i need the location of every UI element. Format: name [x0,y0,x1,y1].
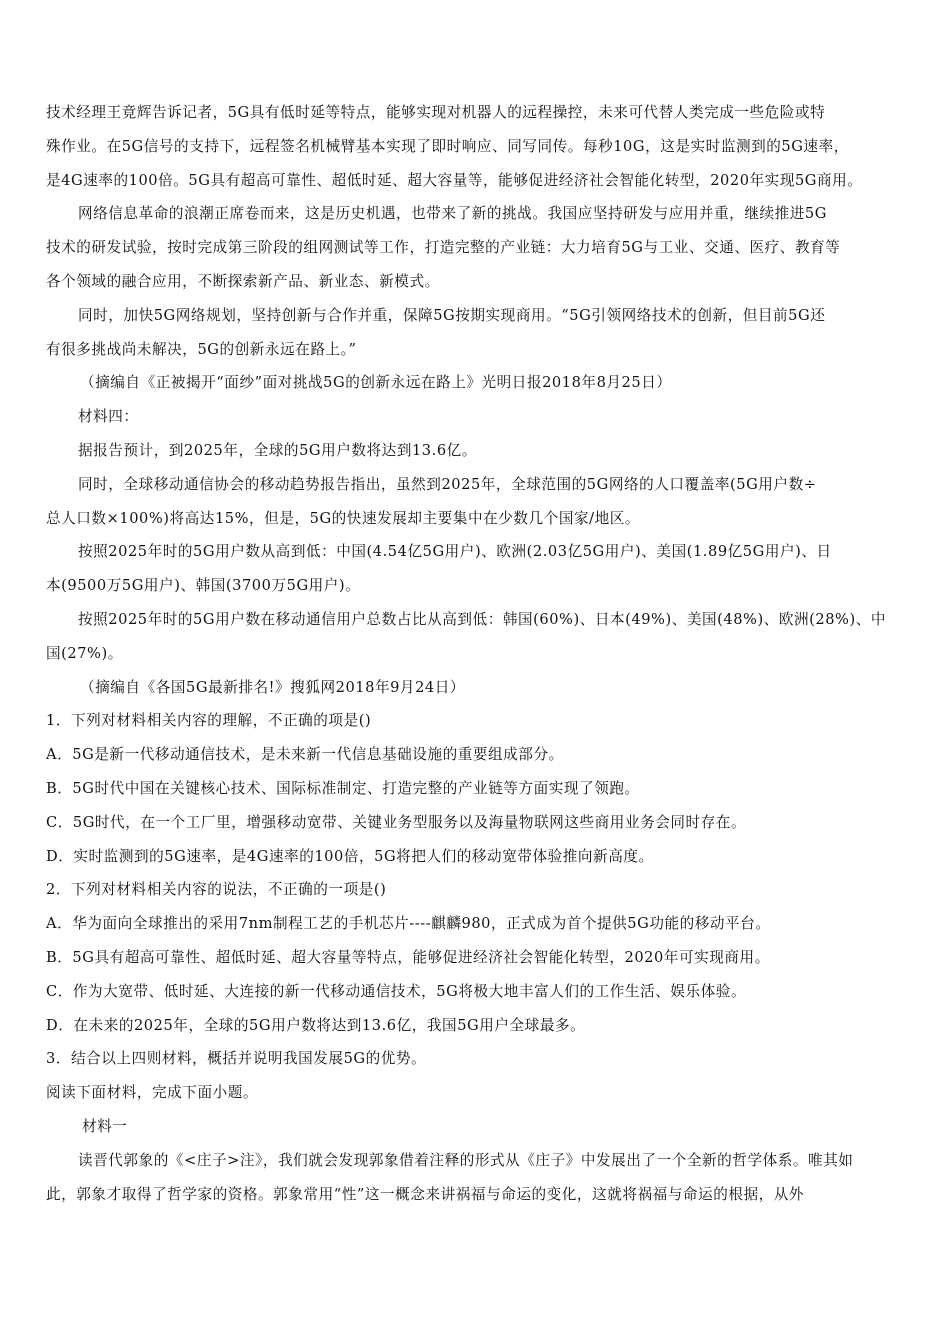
question-1: 1．下列对材料相关内容的理解，不正确的项是() [46,712,372,730]
paragraph-line: 各个领域的融合应用，不断探索新产品、新业态、新模式。 [46,272,440,290]
paragraph-line: 据报告预计，到2025年，全球的5G用户数将达到13.6亿。 [78,441,477,459]
paragraph-line: 读晋代郭象的《<庄子>注》，我们就会发现郭象借着注释的形式从《庄子》中发展出了一个全新的哲学体系。唯其如 [78,1151,854,1169]
paragraph-line: 技术的研发试验，按时完成第三阶段的组网测试等工作，打造完整的产业链：大力培育5G与工业、交通、医疗、教育等 [46,239,841,257]
question-1-option-b: B．5G时代中国在关键核心技术、国际标准制定、打造完整的产业链等方面实现了领跑。 [46,779,640,797]
paragraph-line: 总人口数×100%)将高达15%，但是，5G的快速发展却主要集中在少数几个国家/地区。 [46,509,640,527]
material-heading: 材料一 [82,1117,128,1135]
question-2: 2．下列对材料相关内容的说法，不正确的一项是() [46,881,387,899]
paragraph-line: 按照2025年时的5G用户数从高到低：中国(4.54亿5G用户)、欧洲(2.03亿5G用户)、美国(1.89亿5G用户)、日 [78,543,832,561]
question-2-option-d: D．在未来的2025年，全球的5G用户数将达到13.6亿，我国5G用户全球最多。 [46,1016,586,1034]
paragraph-line: 是4G速率的100倍。5G具有超高可靠性、超低时延、超大容量等，能够促进经济社会智能化转型，2020年实现5G商用。 [46,171,863,189]
question-2-option-c: C．作为大宽带、低时延、大连接的新一代移动通信技术，5G将极大地丰富人们的工作生活、娱乐体验。 [46,982,747,1000]
source-citation: （摘编自《各国5G最新排名!》搜狐网2018年9月24日） [80,678,466,696]
reading-instruction: 阅读下面材料，完成下面小题。 [46,1084,259,1102]
question-1-option-d: D．实时监测到的5G速率，是4G速率的100倍，5G将把人们的移动宽带体验推向新高度。 [46,847,654,865]
question-3: 3．结合以上四则材料，概括并说明我国发展5G的优势。 [46,1050,427,1068]
paragraph-line: 按照2025年时的5G用户数在移动通信用户总数占比从高到低：韩国(60%)、日本(49%)、美国(48%)、欧洲(28%)、中 [78,610,887,628]
question-2-option-b: B．5G具有超高可靠性、超低时延、超大容量等特点，能够促进经济社会智能化转型，2020年可实现商用。 [46,948,770,966]
paragraph-line: 殊作业。在5G信号的支持下，远程签名机械臂基本实现了即时响应、同写同传。每秒10G，这是实时监测到的5G速率， [46,137,849,155]
paragraph-line: 网络信息革命的浪潮正席卷而来，这是历史机遇，也带来了新的挑战。我国应坚持研发与应用并重，继续推进5G [78,205,827,223]
paragraph-line: 同时，加快5G网络规划，坚持创新与合作并重，保障5G按期实现商用。“5G引领网络技术的创新，但目前5G还 [78,306,826,324]
paragraph-line: 技术经理王竟辉告诉记者，5G具有低时延等特点，能够实现对机器人的远程操控，未来可代替人类完成一些危险或特 [46,104,826,121]
paragraph-line: 国(27%)。 [46,644,123,662]
paragraph-line: 同时，全球移动通信协会的移动趋势报告指出，虽然到2025年，全球范围的5G网络的人口覆盖率(5G用户数÷ [78,475,817,493]
question-2-option-a: A．华为面向全球推出的采用7nm制程工艺的手机芯片----麒麟980，正式成为首个提供5G功能的移动平台。 [46,915,771,933]
question-1-option-c: C．5G时代，在一个工厂里，增强移动宽带、关键业务型服务以及海量物联网这些商用业务会同时存在。 [46,813,747,831]
question-1-option-a: A．5G是新一代移动通信技术，是未来新一代信息基础设施的重要组成部分。 [46,746,564,764]
paragraph-line: 此，郭象才取得了哲学家的资格。郭象常用“性”这一概念来讲祸福与命运的变化，这就将祸福与命运的根据，从外 [46,1185,805,1203]
source-citation: （摘编自《正被揭开“面纱”面对挑战5G的创新永远在路上》光明日报2018年8月25日） [80,374,672,392]
document-body [46,96,908,1211]
paragraph-line: 有很多挑战尚未解决，5G的创新永远在路上。” [46,340,357,358]
material-heading: 材料四： [78,408,139,426]
paragraph-line: 本(9500万5G用户)、韩国(3700万5G用户)。 [46,577,361,595]
